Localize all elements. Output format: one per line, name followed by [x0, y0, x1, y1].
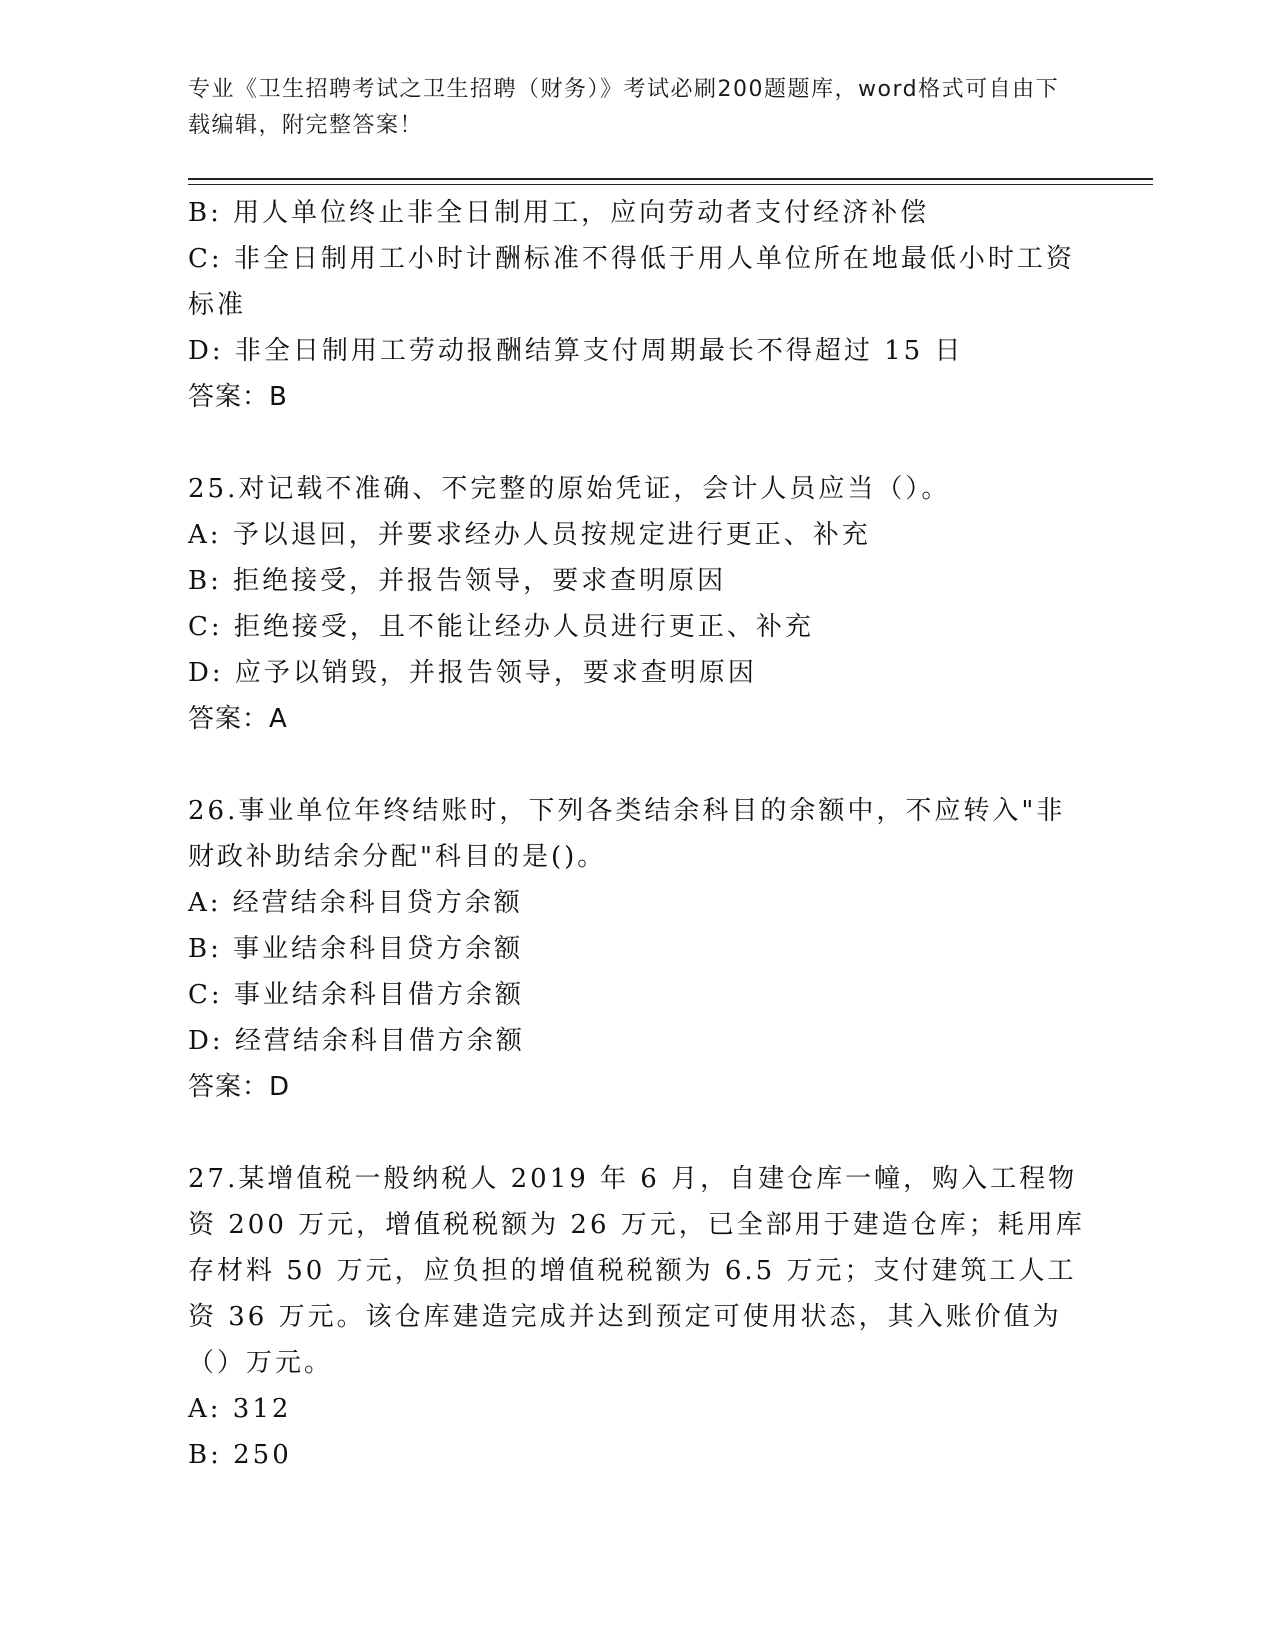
q26-option-a: A: 经营结余科目贷方余额: [188, 888, 523, 918]
spacer: [188, 1110, 1088, 1156]
q25-question: 25.对记载不准确、不完整的原始凭证，会计人员应当（）。: [188, 474, 951, 504]
spacer: [188, 742, 1088, 788]
prev-option-b: B: 用人单位终止非全日制用工，应向劳动者支付经济补偿: [188, 198, 930, 228]
q26-option-c: C: 事业结余科目借方余额: [188, 980, 524, 1010]
header-text: 专业《卫生招聘考试之卫生招聘（财务）》考试必刷200题题库，word格式可自由下载编辑，附完整答案！: [188, 77, 1060, 138]
q25-option-a: A: 予以退回，并要求经办人员按规定进行更正、补充: [188, 520, 871, 550]
prev-answer: 答案：B: [188, 382, 288, 412]
q25-option-d: D: 应予以销毁，并报告领导，要求查明原因: [188, 658, 757, 688]
q25-option-c: C: 拒绝接受，且不能让经办人员进行更正、补充: [188, 612, 814, 642]
prev-option-d: D: 非全日制用工劳动报酬结算支付周期最长不得超过 15 日: [188, 336, 964, 366]
q27-question: 27.某增值税一般纳税人 2019 年 6 月，自建仓库一幢，购入工程物资 200 万元，增值税税额为 26 万元，已全部用于建造仓库；耗用库存材料 50 万元，应负担的增值税税额为 6.5 万元；支付建筑工人工资 36 万元。该仓库建造完成并达到预定可使用状态，其入账价值为（）万元。: [188, 1164, 1085, 1378]
q26-question: 26.事业单位年终结账时，下列各类结余科目的余额中，不应转入"非财政补助结余分配"科目的是()。: [188, 796, 1066, 872]
q26-option-d: D: 经营结余科目借方余额: [188, 1026, 525, 1056]
spacer: [188, 420, 1088, 466]
q25-option-b: B: 拒绝接受，并报告领导，要求查明原因: [188, 566, 727, 596]
header-rule-thick: [188, 178, 1153, 180]
q27-option-a: A: 312: [188, 1394, 292, 1424]
prev-option-c: C: 非全日制用工小时计酬标准不得低于用人单位所在地最低小时工资标准: [188, 244, 1075, 320]
document-header: [188, 72, 1068, 144]
q26-answer: 答案：D: [188, 1072, 291, 1102]
q27-option-b: B: 250: [188, 1440, 292, 1470]
header-rule-thin: [188, 184, 1153, 185]
q25-answer: 答案：A: [188, 704, 288, 734]
q26-option-b: B: 事业结余科目贷方余额: [188, 934, 524, 964]
document-body: [188, 190, 1088, 1478]
